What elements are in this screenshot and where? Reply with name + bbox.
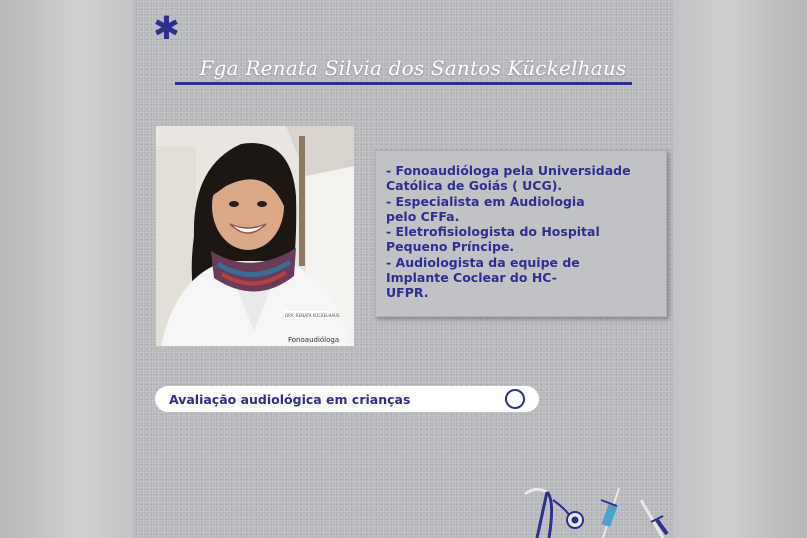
bio-line: - Audiologista da equipe de bbox=[386, 254, 580, 270]
profile-card bbox=[133, 0, 673, 538]
stethoscope-icon bbox=[525, 489, 583, 538]
medical-decoration bbox=[523, 480, 673, 538]
bio-line: Pequeno Príncipe. bbox=[386, 239, 515, 255]
bio-line: pelo CFFa. bbox=[386, 208, 460, 224]
bio-box bbox=[375, 150, 667, 317]
bio-line: UFPR. bbox=[386, 285, 429, 301]
radio-circle-icon[interactable] bbox=[505, 389, 525, 409]
blurred-right-background bbox=[673, 0, 807, 538]
asterisk-icon: ✱ bbox=[153, 9, 180, 47]
bio-line: - Especialista em Audiologia bbox=[386, 193, 585, 209]
syringe-icon bbox=[641, 500, 667, 538]
profile-photo bbox=[156, 126, 354, 346]
topic-label: Avaliação audiológica em crianças bbox=[169, 392, 411, 407]
bio-line: - Fonoaudióloga pela Universidade bbox=[386, 163, 631, 178]
bio-line: Implante Coclear do HC- bbox=[386, 270, 557, 286]
bio-line: - Eletrofisiologista do Hospital bbox=[386, 224, 600, 240]
coat-tag-text: DRA. RENATA KÜCKELHAUS bbox=[285, 313, 340, 318]
title-underline bbox=[175, 82, 632, 85]
blurred-left-background bbox=[0, 0, 133, 538]
topic-option[interactable] bbox=[155, 386, 539, 412]
coat-label-text: Fonoaudióloga bbox=[288, 336, 340, 344]
syringe-icon bbox=[601, 488, 619, 538]
bio-line: Católica de Goiás ( UCG). bbox=[386, 178, 563, 194]
bio-text bbox=[386, 163, 656, 301]
profile-title: Fga Renata Silvia dos Santos Kückelhaus bbox=[199, 56, 627, 80]
portrait-illustration bbox=[156, 126, 354, 346]
